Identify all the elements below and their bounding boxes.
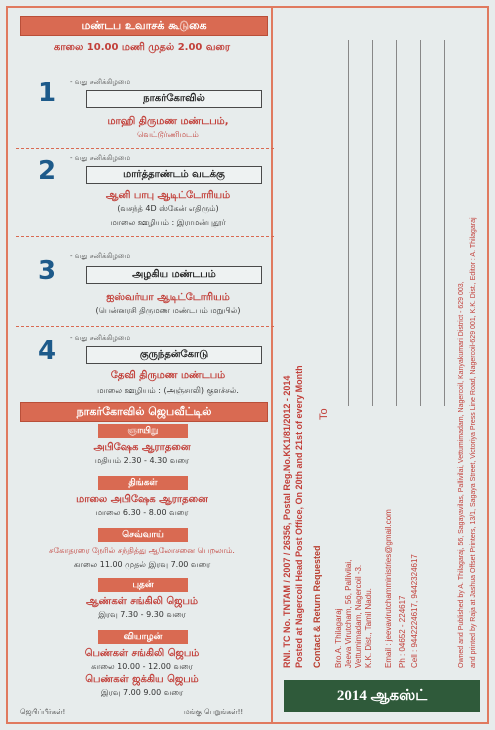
bottom-left-note: ஜெபிப்பீர்கள்!: [20, 708, 66, 716]
address-line1: Jeeva Virutcham, 56, Pallivilai,: [344, 559, 353, 668]
venue-number: 4: [38, 336, 57, 366]
address-line: [444, 40, 445, 406]
day-label: - வது சனிக்கிழமை: [70, 154, 131, 162]
to-label: To: [318, 408, 330, 420]
separator: [16, 148, 274, 149]
day-line1: சகோதரரை நேரில் சந்தித்து ஆலோசனை பெறலாம்.: [49, 546, 235, 555]
issue-date: 2014 ஆகஸ்ட்: [284, 680, 480, 712]
venue-place: குருந்தன்கோடு: [86, 346, 262, 364]
separator: [16, 236, 274, 237]
day-line2: இரவு 7.30 - 9.30 வரை: [98, 610, 186, 619]
day-line1: அபிஷேக ஆராதனை: [93, 442, 191, 453]
vertical-divider: [271, 8, 273, 722]
prayer-banner: நாகர்கோவில் ஜெபவீட்டில்: [20, 402, 268, 422]
day-label: - வது சனிக்கிழமை: [70, 252, 131, 260]
venue-number: 2: [38, 156, 57, 186]
venue-line2: (வசந்த் 4D ஸ்கேன் எதிரும்): [117, 204, 219, 213]
contact-line: Contact & Return Requested: [312, 545, 322, 668]
venue-line1: மாஹி திருமண மண்டபம்,: [107, 116, 229, 127]
schedule-column: [8, 8, 270, 722]
day-heading: ஞாயிறு: [98, 424, 188, 438]
phone-line: Ph : 04652 - 224617: [398, 595, 407, 668]
day-line2: மதியம் 2.30 - 4.30 வரை: [94, 456, 190, 465]
venue-line1: ஆனி பாபு ஆடிட்டோரியம்: [105, 190, 231, 201]
email-line: Email : jeevavirutchamministries@gmail.com: [384, 509, 393, 668]
owner-line2: and printed by Raja at Jashua Offset Printers, 13/1, Sagaya Street, Victoriya Press Line Road, Nagercoil-629 001, K.K. Dist., Editor : A. Thilagaraj: [470, 217, 477, 668]
day-line3: பெண்கள் ஜக்கிய ஜெபம்: [85, 674, 199, 685]
registration-line: RNI. TC No. TNTAM / 2007 / 26356, Postal Reg.No.KK1/81/2012 - 2014: [282, 375, 292, 668]
day-label: - வது சனிக்கிழமை: [70, 334, 131, 342]
owner-line1: Owned and Published by A. Thilagaraj, 56, Sagayavilas, Pallivilai, Vettumimadam, Nagercoil, Kanyakumari District - 629 003,: [458, 281, 465, 668]
day-heading: புதன்: [98, 578, 188, 592]
day-line2: காலை 11.00 முதல் இரவு 7.00 வரை: [73, 560, 211, 569]
bottom-right-note: மங்கு பெறுங்கள்!!: [184, 708, 244, 716]
venue-place: அழகிய மண்டபம்: [86, 266, 262, 284]
venue-place: நாகர்கோவில்: [86, 90, 262, 108]
day-line1: பெண்கள் சங்கிலி ஜெபம்: [84, 648, 200, 659]
address-line2: Vettumimadam, Nagercoil -3.: [354, 564, 363, 668]
venue-line1: தேவி திருமண மண்டபம்: [110, 370, 226, 381]
venue-line2: மாலை ஊழியம் : (அஞ்சாலி) குளச்சல்.: [97, 386, 239, 395]
day-line2: மாலை 6.30 - 8.00 வரை: [95, 508, 189, 517]
venue-number: 3: [38, 256, 57, 286]
day-line1: மாலை அபிஷேக ஆராதனை: [76, 494, 208, 505]
banner: மண்டப உவாசக் கூடுகை: [20, 16, 268, 36]
posting-line: Posted at Nagercoil Head Post Office, On 20th and 21st of every Month: [294, 365, 304, 668]
address-line: [348, 40, 349, 406]
venue-line3: மாலை ஊழியம் : இராமன்புதூர்: [110, 218, 226, 227]
day-heading: திங்கள்: [98, 476, 188, 490]
address-line: [396, 40, 397, 406]
day-line1: ஆண்கள் சங்கிலி ஜெபம்: [85, 596, 199, 607]
venue-line2: வெட்டூர்ணிமடம்: [137, 130, 199, 139]
venue-line2: (பென்னரசி திருமண மண்டபம் மறுபில்): [95, 306, 241, 315]
venue-number: 1: [38, 78, 57, 108]
address-line: [372, 40, 373, 406]
day-line2: காலை 10.00 - 12.00 வரை: [91, 662, 193, 671]
address-line: [420, 40, 421, 406]
day-line4: இரவு 7.00 9.00 வரை: [100, 688, 184, 697]
address-line3: K.K. Dist., Tamil Nadu.: [364, 588, 373, 668]
address-name: Bro.A. Thilagaraj: [334, 608, 343, 668]
venue-line1: ஐஸ்வர்யா ஆடிட்டோரியம்: [106, 292, 230, 303]
day-heading: செவ்வாய்: [98, 528, 188, 542]
separator: [16, 326, 274, 327]
venue-place: மார்த்தாண்டம் வடக்கு: [86, 166, 262, 184]
day-label: - வது சனிக்கிழமை: [70, 78, 131, 86]
time-main: காலை 10.00 மணி முதல் 2.00 வரை: [53, 42, 231, 53]
day-heading: வியாழன்: [98, 630, 188, 644]
cell-line: Cell : 9442224617, 9442324617: [410, 554, 419, 668]
